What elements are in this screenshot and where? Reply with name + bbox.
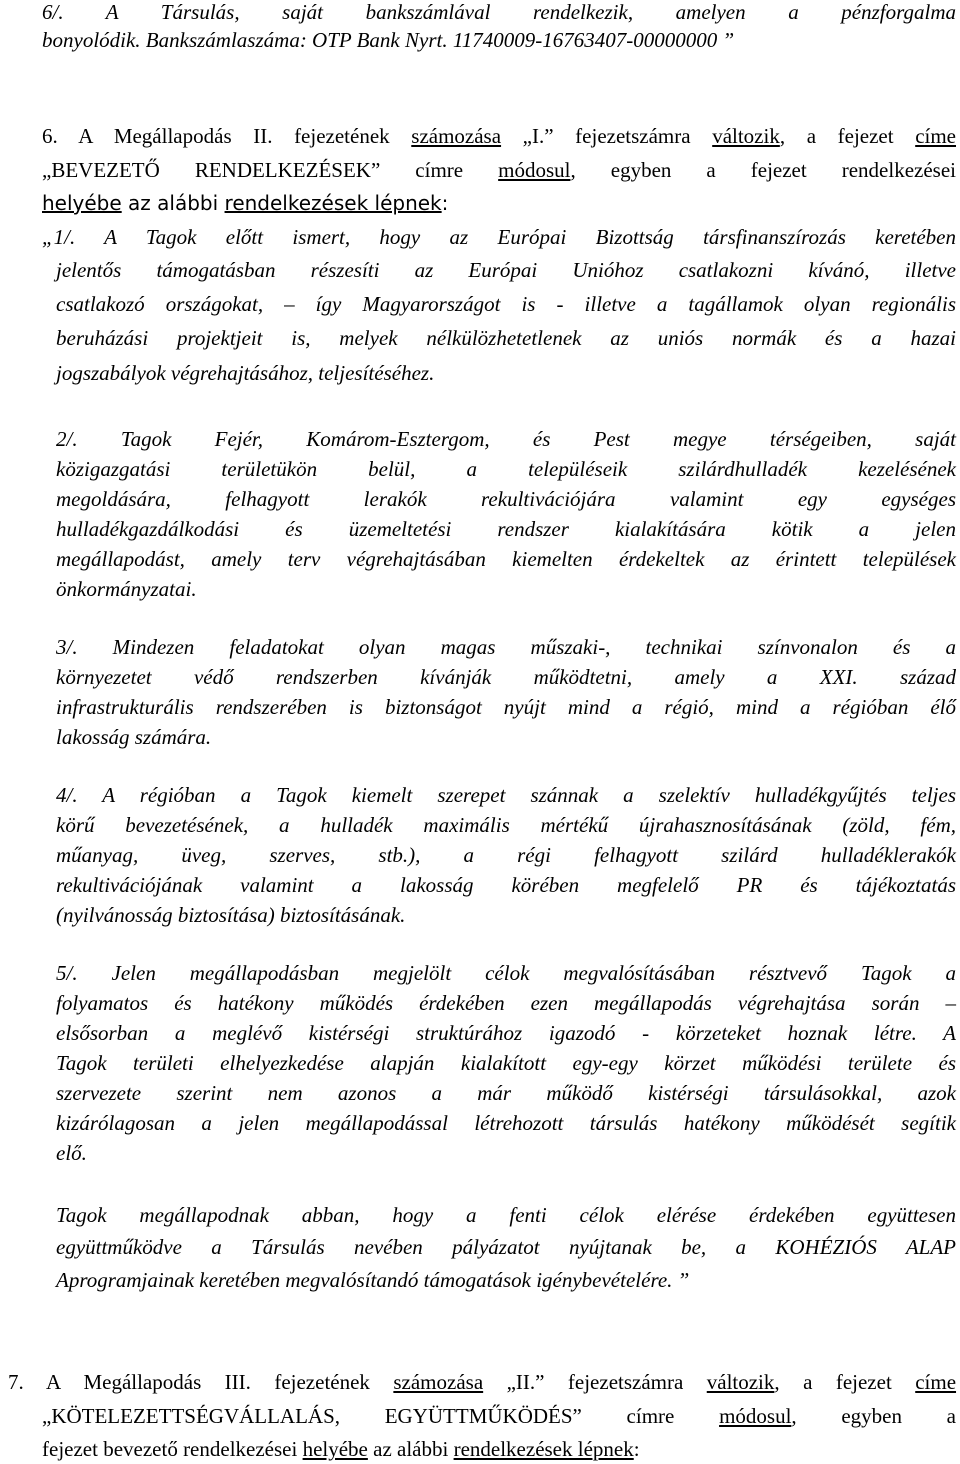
- text-line: elsősorban a meglévő kistérségi struktúrához igazodó - körzeteket hoznak létre. A: [56, 1021, 956, 1045]
- text-line: [8, 1367, 956, 1397]
- text-span: , a fejezet: [774, 1370, 892, 1394]
- text-line: „1/. A Tagok előtt ismert, hogy az Európai Bizottság társfinanszírozás keretében: [42, 225, 956, 249]
- text-line: 5/. Jelen megállapodásban megjelölt célok megvalósításában résztvevő Tagok a: [56, 961, 956, 985]
- underlined-term: rendelkezések lépnek: [453, 1437, 634, 1461]
- text-line: műanyag, üveg, szerves, stb.), a régi felhagyott szilárd hulladéklerakók: [56, 843, 956, 867]
- underlined-term: változik: [706, 1370, 775, 1394]
- underlined-term: helyébe: [42, 191, 122, 215]
- text-line: rekultivációjának valamint a lakosság körében megfelelő PR és tájékoztatás: [56, 873, 956, 897]
- text-span: az alábbi: [373, 1437, 449, 1461]
- underlined-term: módosul: [719, 1404, 792, 1428]
- text-line: 6/. A Társulás, saját bankszámlával rendelkezik, amelyen a pénzforgalma: [42, 0, 956, 24]
- text-line: [42, 121, 956, 151]
- text-line: [42, 1434, 640, 1464]
- text-line: önkormányzatai.: [56, 577, 197, 601]
- text-span: 7. A Megállapodás III. fejezetének: [8, 1370, 370, 1394]
- text-line: hulladékgazdálkodási és üzemeltetési rendszer kialakítására kötik a jelen: [56, 517, 956, 541]
- text-line: Tagok megállapodnak abban, hogy a fenti célok elérése érdekében együttesen: [56, 1203, 956, 1227]
- text-line: 2/. Tagok Fejér, Komárom-Esztergom, és Pest megye térségeiben, saját: [56, 427, 956, 451]
- text-line: folyamatos és hatékony működés érdekében ezen megállapodás végrehajtása során –: [56, 991, 956, 1015]
- text-line: jogszabályok végrehajtásához, teljesítéséhez.: [56, 361, 435, 385]
- text-span: fejezet bevezető rendelkezései: [42, 1437, 298, 1461]
- underlined-term: címe: [915, 1370, 957, 1394]
- text-line: 4/. A régióban a Tagok kiemelt szerepet szánnak a szelektív hulladékgyűjtés teljes: [56, 783, 956, 807]
- text-line: megoldására, felhagyott lerakók rekultivációjára valamint egy egységes: [56, 487, 956, 511]
- text-line: beruházási projektjeit is, melyek nélkülözhetetlenek az uniós normák és a hazai: [56, 326, 956, 350]
- text-span: , a fejezet: [779, 124, 894, 148]
- text-line: [42, 188, 448, 218]
- text-span: , egyben a: [791, 1404, 957, 1428]
- text-line: lakosság számára.: [56, 725, 212, 749]
- text-line: környezetet védő rendszerben kívánják működtetni, amely a XXI. század: [56, 665, 956, 689]
- text-line: Tagok területi elhelyezkedése alapján kialakított egy-egy körzet működési területe és: [56, 1051, 956, 1075]
- text-line: bonyolódik. Bankszámlaszáma: OTP Bank Nyrt. 11740009-16763407-00000000 ”: [42, 28, 735, 52]
- text-span: :: [633, 1437, 640, 1461]
- text-line: 3/. Mindezen feladatokat olyan magas műszaki-, technikai színvonalon és a: [56, 635, 956, 659]
- underlined-term: számozása: [393, 1370, 484, 1394]
- text-span: „BEVEZETŐ RENDELKEZÉSEK” címre: [42, 158, 464, 182]
- text-line: körű bevezetésének, a hulladék maximális mértékű újrahasznosításának (zöld, fém,: [56, 813, 956, 837]
- underlined-term: számozása: [411, 124, 502, 148]
- text-span: az alábbi: [128, 191, 219, 215]
- underlined-term: változik: [712, 124, 780, 148]
- text-line: kizárólagosan a jelen megállapodással létrehozott társulás hatékony működését segítik: [56, 1111, 956, 1135]
- text-line: [42, 155, 956, 185]
- text-line: [42, 1401, 956, 1431]
- underlined-term: címe: [915, 124, 956, 148]
- text-span: , egyben a fejezet rendelkezései: [570, 158, 956, 182]
- underlined-term: rendelkezések lépnek: [224, 191, 442, 215]
- text-line: (nyilvánosság biztosítása) biztosításának.: [56, 903, 406, 927]
- text-line: megállapodást, amely terv végrehajtásában kiemelten érdekeltek az érintett települések: [56, 547, 956, 571]
- text-line: csatlakozó országokat, – így Magyarországot is - illetve a tagállamok olyan regionális: [56, 292, 956, 316]
- text-span: „I.” fejezetszámra: [522, 124, 691, 148]
- text-line: elő.: [56, 1141, 87, 1165]
- text-line: infrastrukturális rendszerében is biztonságot nyújt mind a régió, mind a régióban élő: [56, 695, 956, 719]
- text-line: szervezete szerint nem azonos a már működő kistérségi társulásokkal, azok: [56, 1081, 956, 1105]
- text-span: :: [441, 191, 449, 215]
- text-line: Aprogramjainak keretében megvalósítandó támogatások igénybevételére. ”: [56, 1268, 690, 1292]
- text-line: együttműködve a Társulás nevében pályázatot nyújtanak be, a KOHÉZIÓS ALAP: [56, 1235, 956, 1259]
- underlined-term: módosul: [498, 158, 571, 182]
- text-span: „KÖTELEZETTSÉGVÁLLALÁS, EGYÜTTMŰKÖDÉS” címre: [42, 1404, 675, 1428]
- text-line: jelentős támogatásban részesíti az Európai Unióhoz csatlakozni kívánó, illetve: [56, 258, 956, 282]
- text-span: „II.” fejezetszámra: [506, 1370, 684, 1394]
- text-line: közigazgatási területükön belül, a településeik szilárdhulladék kezelésének: [56, 457, 956, 481]
- text-span: 6. A Megállapodás II. fejezetének: [42, 124, 390, 148]
- underlined-term: helyébe: [302, 1437, 368, 1461]
